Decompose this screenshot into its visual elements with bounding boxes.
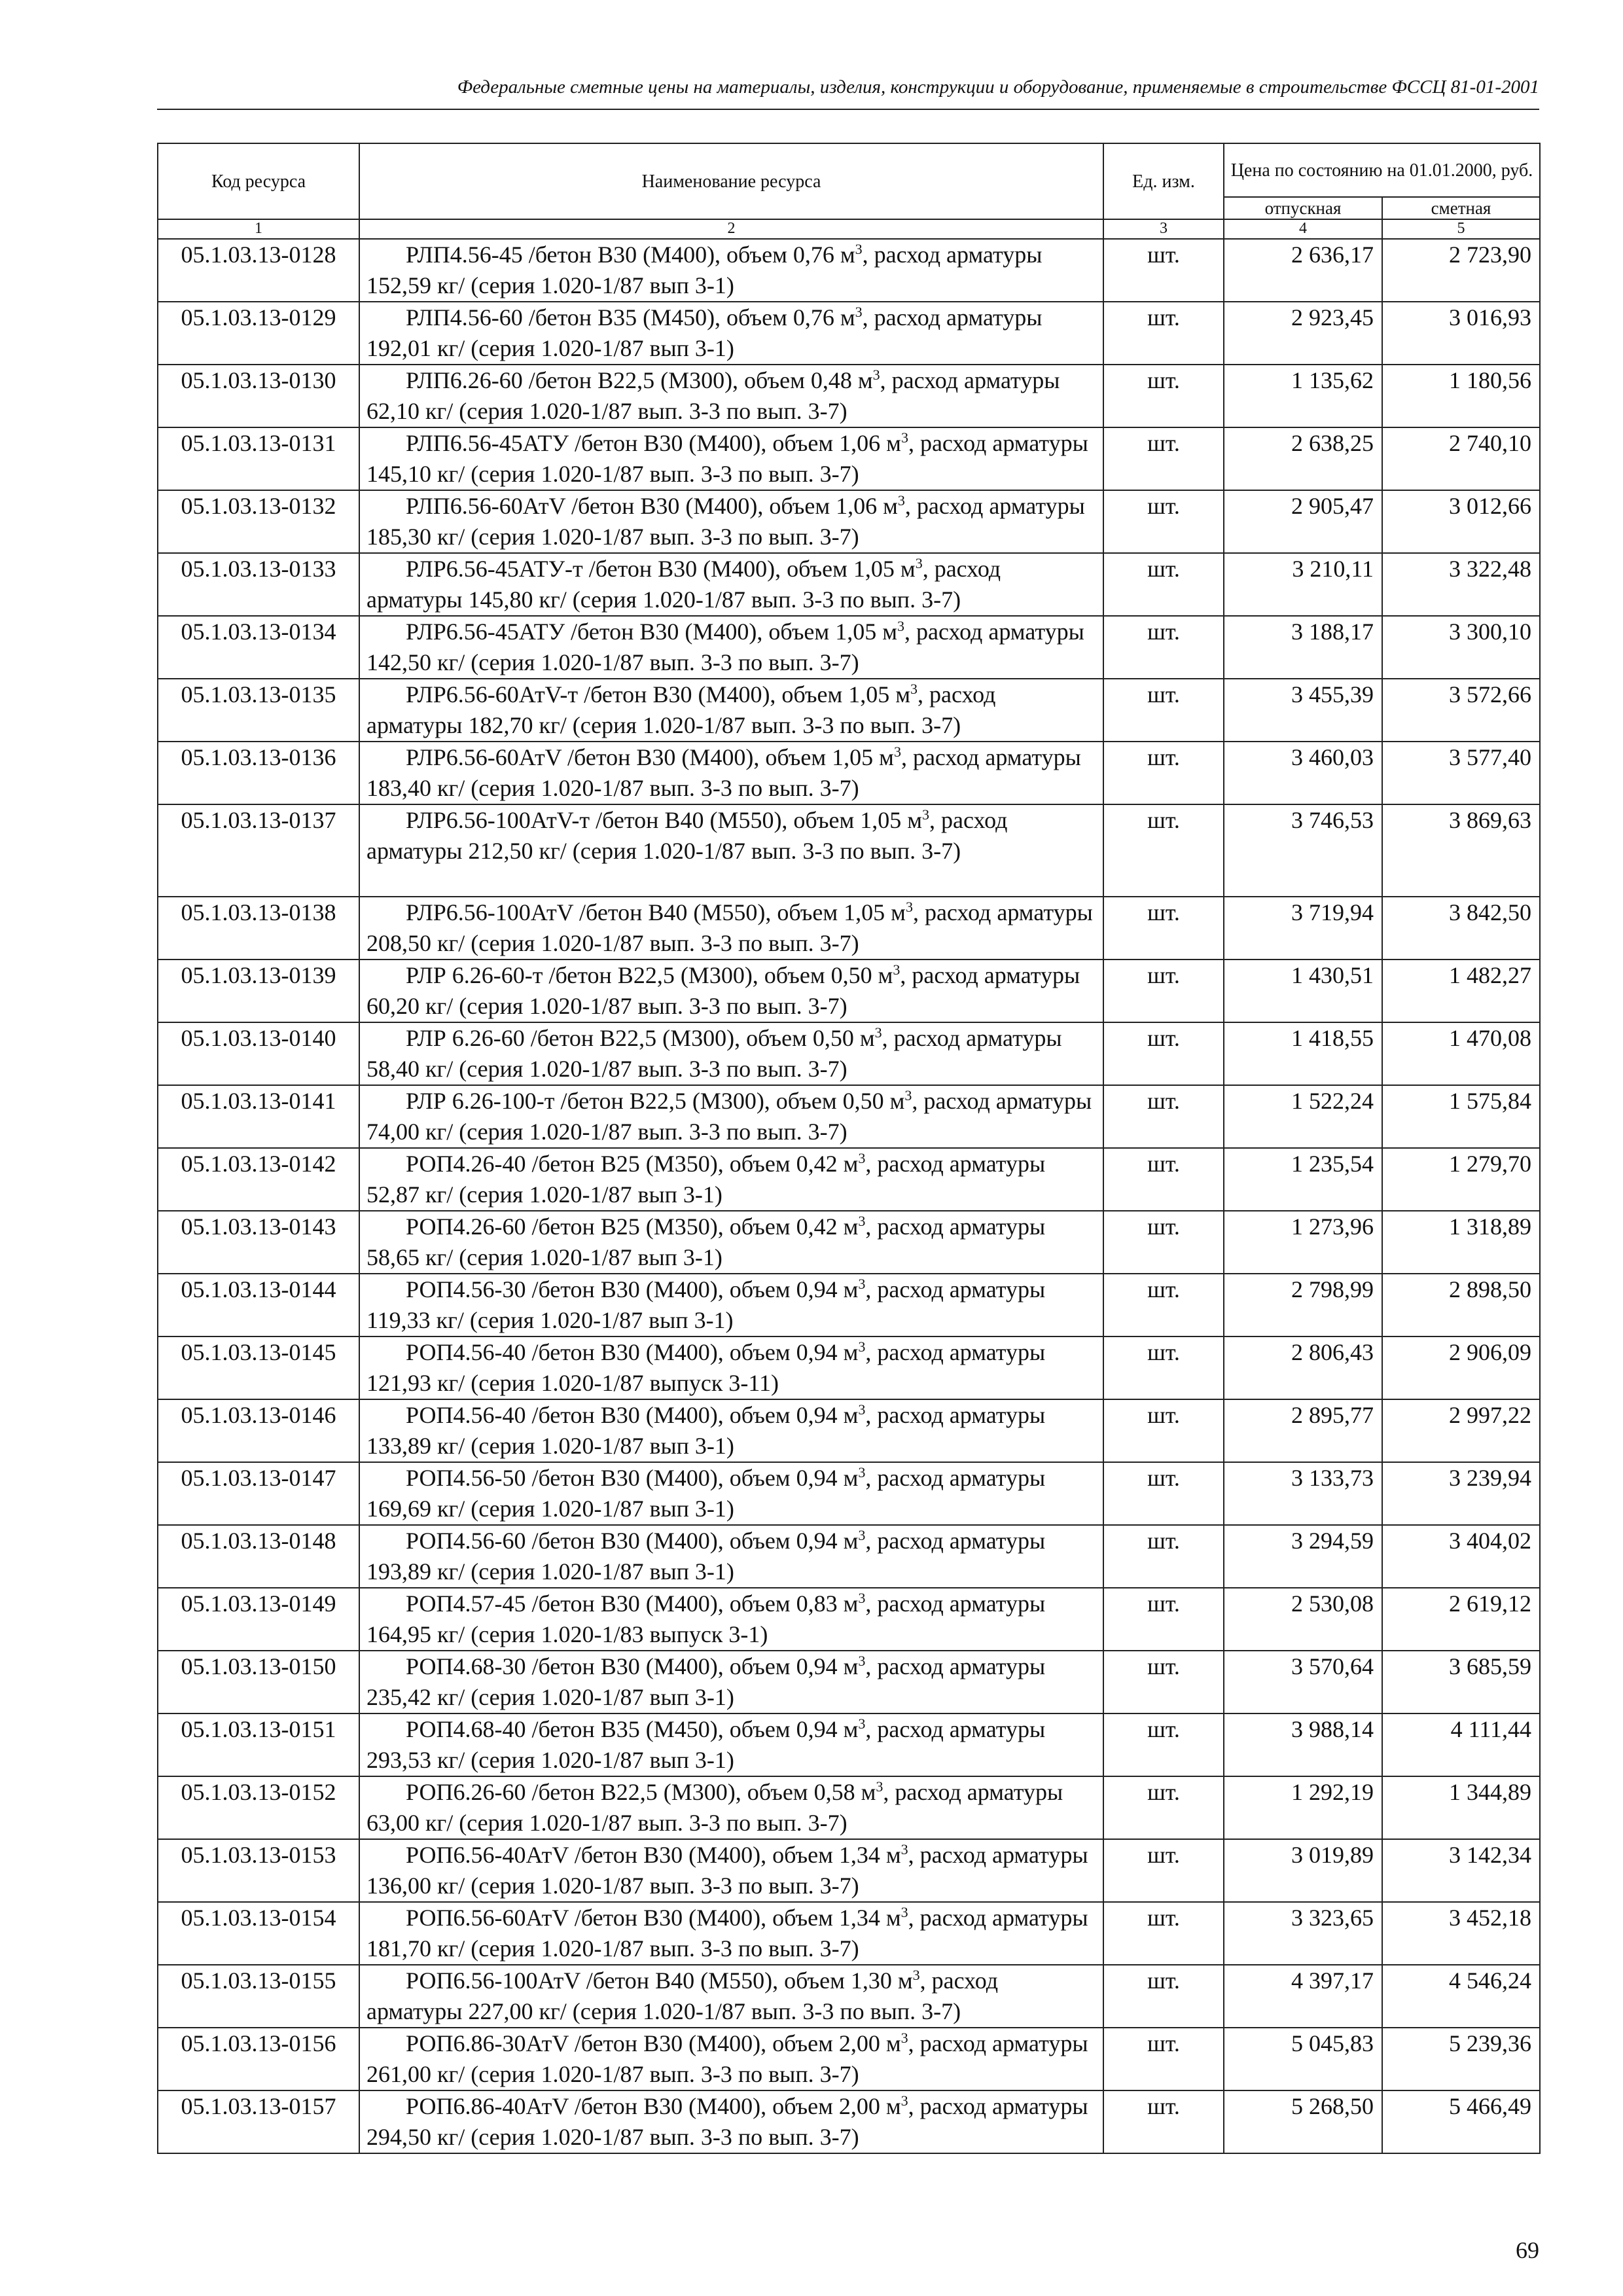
unit-cell: шт. [1103, 1713, 1224, 1776]
estimate-price-cell: 4 111,44 [1382, 1713, 1540, 1776]
header-name: Наименование ресурса [359, 143, 1103, 219]
table-row [158, 365, 1540, 427]
resource-name-cell [359, 365, 1103, 427]
unit-cell: шт. [1103, 1148, 1224, 1211]
release-price-cell: 2 638,25 [1224, 427, 1382, 490]
unit-cell: шт. [1103, 742, 1224, 804]
release-price-cell: 1 235,54 [1224, 1148, 1382, 1211]
estimate-price-cell: 3 577,40 [1382, 742, 1540, 804]
estimate-price-cell: 2 723,90 [1382, 239, 1540, 302]
unit-cell: шт. [1103, 239, 1224, 302]
unit-cell: шт. [1103, 960, 1224, 1022]
resource-name-text: РОП4.56-30 /бетон В30 (М400), объем 0,94 $м^3$, расход арматуры 119,33 кг/ (серия 1.020-1/87 вып 3-1) [366, 1276, 1046, 1333]
table-row [158, 1336, 1540, 1399]
resource-name-text: РОП4.56-60 /бетон В30 (М400), объем 0,94 $м^3$, расход арматуры 193,89 кг/ (серия 1.020-1/87 вып 3-1) [366, 1527, 1046, 1585]
resource-code-cell: 05.1.03.13-0155 [158, 1965, 359, 2028]
resource-name-cell [359, 804, 1103, 897]
unit-cell: шт. [1103, 897, 1224, 960]
resource-name-cell [359, 2090, 1103, 2153]
estimate-price-cell: 3 239,94 [1382, 1462, 1540, 1525]
table-row [158, 960, 1540, 1022]
column-number: 5 [1382, 219, 1540, 239]
resource-code-cell: 05.1.03.13-0140 [158, 1022, 359, 1085]
unit-cell: шт. [1103, 1839, 1224, 1902]
estimate-price-cell: 2 619,12 [1382, 1588, 1540, 1651]
resource-name-cell [359, 1588, 1103, 1651]
resource-code-cell: 05.1.03.13-0144 [158, 1274, 359, 1336]
resource-code-cell: 05.1.03.13-0143 [158, 1211, 359, 1274]
estimate-price-cell: 3 452,18 [1382, 1902, 1540, 1965]
resource-code-cell: 05.1.03.13-0135 [158, 679, 359, 742]
table-row [158, 679, 1540, 742]
unit-cell: шт. [1103, 1588, 1224, 1651]
release-price-cell: 1 273,96 [1224, 1211, 1382, 1274]
resource-code-cell: 05.1.03.13-0150 [158, 1651, 359, 1713]
release-price-cell: 1 135,62 [1224, 365, 1382, 427]
resource-name-text: РЛР 6.26-100-т /бетон В22,5 (М300), объем 0,50 $м^3$, расход арматуры 74,00 кг/ (серия 1.020-1/87 вып. 3-3 по вып. 3-7) [366, 1087, 1092, 1145]
resource-name-text: РОП4.68-30 /бетон В30 (М400), объем 0,94 $м^3$, расход арматуры 235,42 кг/ (серия 1.020-1/87 вып 3-1) [366, 1653, 1046, 1710]
resource-name-cell [359, 1965, 1103, 2028]
resource-name-text: РОП4.56-40 /бетон В30 (М400), объем 0,94 $м^3$, расход арматуры 133,89 кг/ (серия 1.020-1/87 вып 3-1) [366, 1401, 1046, 1459]
resource-code-cell: 05.1.03.13-0153 [158, 1839, 359, 1902]
resource-name-text: РЛР6.56-45АТУ-т /бетон В30 (М400), объем 1,05 $м^3$, расход арматуры 145,80 кг/ (серия 1.020-1/87 вып. 3-3 по вып. 3-7) [366, 555, 1001, 613]
resource-code-cell: 05.1.03.13-0134 [158, 616, 359, 679]
running-header: Федеральные сметные цены на материалы, изделия, конструкции и оборудование, применяемые в строительстве ФССЦ 81-01-2001 [157, 73, 1539, 110]
estimate-price-cell: 1 470,08 [1382, 1022, 1540, 1085]
estimate-price-cell: 2 898,50 [1382, 1274, 1540, 1336]
estimate-price-cell: 1 279,70 [1382, 1148, 1540, 1211]
estimate-price-cell: 3 842,50 [1382, 897, 1540, 960]
header-estimate-price: сметная [1382, 197, 1540, 219]
resource-name-text: РЛП4.56-45 /бетон В30 (М400), объем 0,76 $м^3$, расход арматуры 152,59 кг/ (серия 1.020-1/87 вып 3-1) [366, 241, 1043, 298]
resource-name-text: РЛР6.56-60АтV-т /бетон В30 (М400), объем 1,05 $м^3$, расход арматуры 182,70 кг/ (серия 1.020-1/87 вып. 3-3 по вып. 3-7) [366, 681, 996, 738]
resource-name-cell [359, 1336, 1103, 1399]
estimate-price-cell: 4 546,24 [1382, 1965, 1540, 2028]
resource-name-text: РОП4.56-50 /бетон В30 (М400), объем 0,94 $м^3$, расход арматуры 169,69 кг/ (серия 1.020-1/87 вып 3-1) [366, 1464, 1046, 1522]
estimate-price-cell: 1 482,27 [1382, 960, 1540, 1022]
release-price-cell: 3 019,89 [1224, 1839, 1382, 1902]
resource-name-text: РОП6.56-40АтV /бетон В30 (М400), объем 1,34 $м^3$, расход арматуры 136,00 кг/ (серия 1.020-1/87 вып. 3-3 по вып. 3-7) [366, 1841, 1088, 1899]
resource-price-table [157, 143, 1541, 2154]
resource-name-text: РЛП4.56-60 /бетон В35 (М450), объем 0,76 $м^3$, расход арматуры 192,01 кг/ (серия 1.020-1/87 вып 3-1) [366, 304, 1043, 361]
release-price-cell: 4 397,17 [1224, 1965, 1382, 2028]
table-body [158, 239, 1540, 2153]
unit-cell: шт. [1103, 1211, 1224, 1274]
resource-code-cell: 05.1.03.13-0157 [158, 2090, 359, 2153]
resource-name-cell [359, 1525, 1103, 1588]
table-row [158, 897, 1540, 960]
resource-code-cell: 05.1.03.13-0156 [158, 2028, 359, 2090]
estimate-price-cell: 3 572,66 [1382, 679, 1540, 742]
unit-cell: шт. [1103, 1336, 1224, 1399]
unit-cell: шт. [1103, 1022, 1224, 1085]
estimate-price-cell: 1 180,56 [1382, 365, 1540, 427]
unit-cell: шт. [1103, 1399, 1224, 1462]
resource-name-cell [359, 1651, 1103, 1713]
resource-code-cell: 05.1.03.13-0132 [158, 490, 359, 553]
release-price-cell: 2 923,45 [1224, 302, 1382, 365]
resource-code-cell: 05.1.03.13-0139 [158, 960, 359, 1022]
resource-name-text: РЛР6.56-100АтV /бетон В40 (М550), объем 1,05 $м^3$, расход арматуры 208,50 кг/ (серия 1.020-1/87 вып. 3-3 по вып. 3-7) [366, 899, 1093, 956]
release-price-cell: 2 895,77 [1224, 1399, 1382, 1462]
release-price-cell: 3 988,14 [1224, 1713, 1382, 1776]
unit-cell: шт. [1103, 302, 1224, 365]
release-price-cell: 5 268,50 [1224, 2090, 1382, 2153]
table-row [158, 490, 1540, 553]
resource-code-cell: 05.1.03.13-0128 [158, 239, 359, 302]
table-row [158, 1651, 1540, 1713]
table-row [158, 1965, 1540, 2028]
unit-cell: шт. [1103, 365, 1224, 427]
resource-name-cell [359, 1462, 1103, 1525]
estimate-price-cell: 1 318,89 [1382, 1211, 1540, 1274]
release-price-cell: 2 530,08 [1224, 1588, 1382, 1651]
resource-name-text: РЛР6.56-60АтV /бетон В30 (М400), объем 1,05 $м^3$, расход арматуры 183,40 кг/ (серия 1.020-1/87 вып. 3-3 по вып. 3-7) [366, 744, 1081, 801]
resource-name-text: РОП6.86-30АтV /бетон В30 (М400), объем 2,00 $м^3$, расход арматуры 261,00 кг/ (серия 1.020-1/87 вып. 3-3 по вып. 3-7) [366, 2030, 1088, 2087]
column-number-row [158, 219, 1540, 239]
release-price-cell: 2 798,99 [1224, 1274, 1382, 1336]
resource-name-text: РЛР 6.26-60-т /бетон В22,5 (М300), объем 0,50 $м^3$, расход арматуры 60,20 кг/ (серия 1.020-1/87 вып. 3-3 по вып. 3-7) [366, 961, 1080, 1019]
resource-name-cell [359, 679, 1103, 742]
resource-name-text: РЛР6.56-45АТУ /бетон В30 (М400), объем 1,05 $м^3$, расход арматуры 142,50 кг/ (серия 1.020-1/87 вып. 3-3 по вып. 3-7) [366, 618, 1084, 675]
estimate-price-cell: 5 239,36 [1382, 2028, 1540, 2090]
column-number: 3 [1103, 219, 1224, 239]
column-number: 4 [1224, 219, 1382, 239]
resource-code-cell: 05.1.03.13-0141 [158, 1085, 359, 1148]
release-price-cell: 3 719,94 [1224, 897, 1382, 960]
release-price-cell: 1 430,51 [1224, 960, 1382, 1022]
release-price-cell: 1 418,55 [1224, 1022, 1382, 1085]
resource-name-cell [359, 1902, 1103, 1965]
unit-cell: шт. [1103, 2028, 1224, 2090]
table-row [158, 302, 1540, 365]
table-row [158, 1148, 1540, 1211]
resource-code-cell: 05.1.03.13-0147 [158, 1462, 359, 1525]
unit-cell: шт. [1103, 1651, 1224, 1713]
release-price-cell: 3 133,73 [1224, 1462, 1382, 1525]
resource-name-text: РОП6.26-60 /бетон В22,5 (М300), объем 0,58 $м^3$, расход арматуры 63,00 кг/ (серия 1.020-1/87 вып. 3-3 по вып. 3-7) [366, 1778, 1063, 1836]
release-price-cell: 3 570,64 [1224, 1651, 1382, 1713]
table-row [158, 1713, 1540, 1776]
resource-name-cell [359, 742, 1103, 804]
release-price-cell: 1 522,24 [1224, 1085, 1382, 1148]
resource-code-cell: 05.1.03.13-0146 [158, 1399, 359, 1462]
estimate-price-cell: 5 466,49 [1382, 2090, 1540, 2153]
release-price-cell: 3 323,65 [1224, 1902, 1382, 1965]
estimate-price-cell: 1 344,89 [1382, 1776, 1540, 1839]
resource-code-cell: 05.1.03.13-0136 [158, 742, 359, 804]
resource-name-text: РОП6.56-60АтV /бетон В30 (М400), объем 1,34 $м^3$, расход арматуры 181,70 кг/ (серия 1.020-1/87 вып. 3-3 по вып. 3-7) [366, 1904, 1088, 1962]
estimate-price-cell: 3 685,59 [1382, 1651, 1540, 1713]
resource-name-text: РОП4.26-60 /бетон В25 (М350), объем 0,42 $м^3$, расход арматуры 58,65 кг/ (серия 1.020-1/87 вып 3-1) [366, 1213, 1046, 1270]
resource-name-text: РОП4.68-40 /бетон В35 (М450), объем 0,94 $м^3$, расход арматуры 293,53 кг/ (серия 1.020-1/87 вып 3-1) [366, 1715, 1046, 1773]
resource-name-cell [359, 1085, 1103, 1148]
resource-code-cell: 05.1.03.13-0151 [158, 1713, 359, 1776]
resource-code-cell: 05.1.03.13-0152 [158, 1776, 359, 1839]
estimate-price-cell: 2 906,09 [1382, 1336, 1540, 1399]
unit-cell: шт. [1103, 804, 1224, 897]
table-row [158, 2090, 1540, 2153]
header-release-price: отпускная [1224, 197, 1382, 219]
column-number: 2 [359, 219, 1103, 239]
table-row [158, 553, 1540, 616]
resource-name-cell [359, 1211, 1103, 1274]
resource-code-cell: 05.1.03.13-0142 [158, 1148, 359, 1211]
resource-code-cell: 05.1.03.13-0130 [158, 365, 359, 427]
table-row [158, 427, 1540, 490]
resource-code-cell: 05.1.03.13-0137 [158, 804, 359, 897]
estimate-price-cell: 3 012,66 [1382, 490, 1540, 553]
resource-name-cell [359, 1713, 1103, 1776]
resource-code-cell: 05.1.03.13-0148 [158, 1525, 359, 1588]
resource-name-text: РОП4.56-40 /бетон В30 (М400), объем 0,94 $м^3$, расход арматуры 121,93 кг/ (серия 1.020-1/87 выпуск 3-11) [366, 1338, 1046, 1396]
table-row [158, 1274, 1540, 1336]
page-number: 69 [1516, 2237, 1539, 2263]
resource-code-cell: 05.1.03.13-0138 [158, 897, 359, 960]
table-row [158, 1902, 1540, 1965]
table-row [158, 1588, 1540, 1651]
release-price-cell: 2 806,43 [1224, 1336, 1382, 1399]
resource-name-cell [359, 427, 1103, 490]
resource-name-text: РЛП6.56-45АТУ /бетон В30 (М400), объем 1,06 $м^3$, расход арматуры 145,10 кг/ (серия 1.020-1/87 вып. 3-3 по вып. 3-7) [366, 429, 1088, 487]
resource-code-cell: 05.1.03.13-0145 [158, 1336, 359, 1399]
unit-cell: шт. [1103, 2090, 1224, 2153]
table-row [158, 804, 1540, 897]
unit-cell: шт. [1103, 1462, 1224, 1525]
estimate-price-cell: 3 322,48 [1382, 553, 1540, 616]
release-price-cell: 3 746,53 [1224, 804, 1382, 897]
estimate-price-cell: 3 300,10 [1382, 616, 1540, 679]
resource-name-cell [359, 1148, 1103, 1211]
table-row [158, 1776, 1540, 1839]
unit-cell: шт. [1103, 553, 1224, 616]
release-price-cell: 3 188,17 [1224, 616, 1382, 679]
release-price-cell: 3 294,59 [1224, 1525, 1382, 1588]
unit-cell: шт. [1103, 1525, 1224, 1588]
table-row [158, 1839, 1540, 1902]
resource-name-cell [359, 553, 1103, 616]
resource-name-text: РЛП6.56-60АтV /бетон В30 (М400), объем 1,06 $м^3$, расход арматуры 185,30 кг/ (серия 1.020-1/87 вып. 3-3 по вып. 3-7) [366, 492, 1085, 550]
column-number: 1 [158, 219, 359, 239]
estimate-price-cell: 3 016,93 [1382, 302, 1540, 365]
unit-cell: шт. [1103, 427, 1224, 490]
unit-cell: шт. [1103, 616, 1224, 679]
header-unit: Ед. изм. [1103, 143, 1224, 219]
unit-cell: шт. [1103, 1776, 1224, 1839]
release-price-cell: 5 045,83 [1224, 2028, 1382, 2090]
table-row [158, 1462, 1540, 1525]
resource-name-cell [359, 1274, 1103, 1336]
header-price-group: Цена по состоянию на 01.01.2000, руб. [1224, 143, 1540, 197]
unit-cell: шт. [1103, 1965, 1224, 2028]
resource-name-text: РЛР 6.26-60 /бетон В22,5 (М300), объем 0,50 $м^3$, расход арматуры 58,40 кг/ (серия 1.020-1/87 вып. 3-3 по вып. 3-7) [366, 1024, 1062, 1082]
unit-cell: шт. [1103, 1274, 1224, 1336]
resource-name-text: РОП4.26-40 /бетон В25 (М350), объем 0,42 $м^3$, расход арматуры 52,87 кг/ (серия 1.020-1/87 вып 3-1) [366, 1150, 1046, 1208]
header-code: Код ресурса [158, 143, 359, 219]
resource-code-cell: 05.1.03.13-0129 [158, 302, 359, 365]
resource-name-text: РОП6.86-40АтV /бетон В30 (М400), объем 2,00 $м^3$, расход арматуры 294,50 кг/ (серия 1.020-1/87 вып. 3-3 по вып. 3-7) [366, 2092, 1088, 2150]
resource-name-cell [359, 1776, 1103, 1839]
resource-name-cell [359, 1839, 1103, 1902]
resource-name-text: РОП4.57-45 /бетон В30 (М400), объем 0,83 $м^3$, расход арматуры 164,95 кг/ (серия 1.020-1/83 выпуск 3-1) [366, 1590, 1046, 1647]
estimate-price-cell: 1 575,84 [1382, 1085, 1540, 1148]
table-row [158, 1399, 1540, 1462]
unit-cell: шт. [1103, 1902, 1224, 1965]
resource-name-cell [359, 490, 1103, 553]
unit-cell: шт. [1103, 490, 1224, 553]
table-row [158, 742, 1540, 804]
table-row [158, 616, 1540, 679]
resource-name-cell [359, 1399, 1103, 1462]
resource-code-cell: 05.1.03.13-0131 [158, 427, 359, 490]
table-row [158, 1211, 1540, 1274]
estimate-price-cell: 3 142,34 [1382, 1839, 1540, 1902]
estimate-price-cell: 2 997,22 [1382, 1399, 1540, 1462]
estimate-price-cell: 2 740,10 [1382, 427, 1540, 490]
resource-name-cell [359, 239, 1103, 302]
resource-name-cell [359, 960, 1103, 1022]
resource-name-cell [359, 1022, 1103, 1085]
table-row [158, 1085, 1540, 1148]
table-row [158, 239, 1540, 302]
resource-code-cell: 05.1.03.13-0133 [158, 553, 359, 616]
release-price-cell: 2 636,17 [1224, 239, 1382, 302]
resource-name-cell [359, 897, 1103, 960]
table-row [158, 1525, 1540, 1588]
release-price-cell: 3 210,11 [1224, 553, 1382, 616]
resource-name-cell [359, 616, 1103, 679]
resource-code-cell: 05.1.03.13-0149 [158, 1588, 359, 1651]
unit-cell: шт. [1103, 1085, 1224, 1148]
release-price-cell: 3 460,03 [1224, 742, 1382, 804]
estimate-price-cell: 3 404,02 [1382, 1525, 1540, 1588]
estimate-price-cell: 3 869,63 [1382, 804, 1540, 897]
resource-name-text: РЛП6.26-60 /бетон В22,5 (М300), объем 0,48 $м^3$, расход арматуры 62,10 кг/ (серия 1.020-1/87 вып. 3-3 по вып. 3-7) [366, 367, 1060, 424]
unit-cell: шт. [1103, 679, 1224, 742]
release-price-cell: 1 292,19 [1224, 1776, 1382, 1839]
resource-name-cell [359, 302, 1103, 365]
release-price-cell: 3 455,39 [1224, 679, 1382, 742]
resource-name-text: РОП6.56-100АтV /бетон В40 (М550), объем 1,30 $м^3$, расход арматуры 227,00 кг/ (серия 1.020-1/87 вып. 3-3 по вып. 3-7) [366, 1967, 999, 2024]
resource-name-cell [359, 2028, 1103, 2090]
table-row [158, 2028, 1540, 2090]
resource-name-text: РЛР6.56-100АтV-т /бетон В40 (М550), объем 1,05 $м^3$, расход арматуры 212,50 кг/ (серия 1.020-1/87 вып. 3-3 по вып. 3-7) [366, 806, 1008, 864]
resource-code-cell: 05.1.03.13-0154 [158, 1902, 359, 1965]
table-row [158, 1022, 1540, 1085]
release-price-cell: 2 905,47 [1224, 490, 1382, 553]
